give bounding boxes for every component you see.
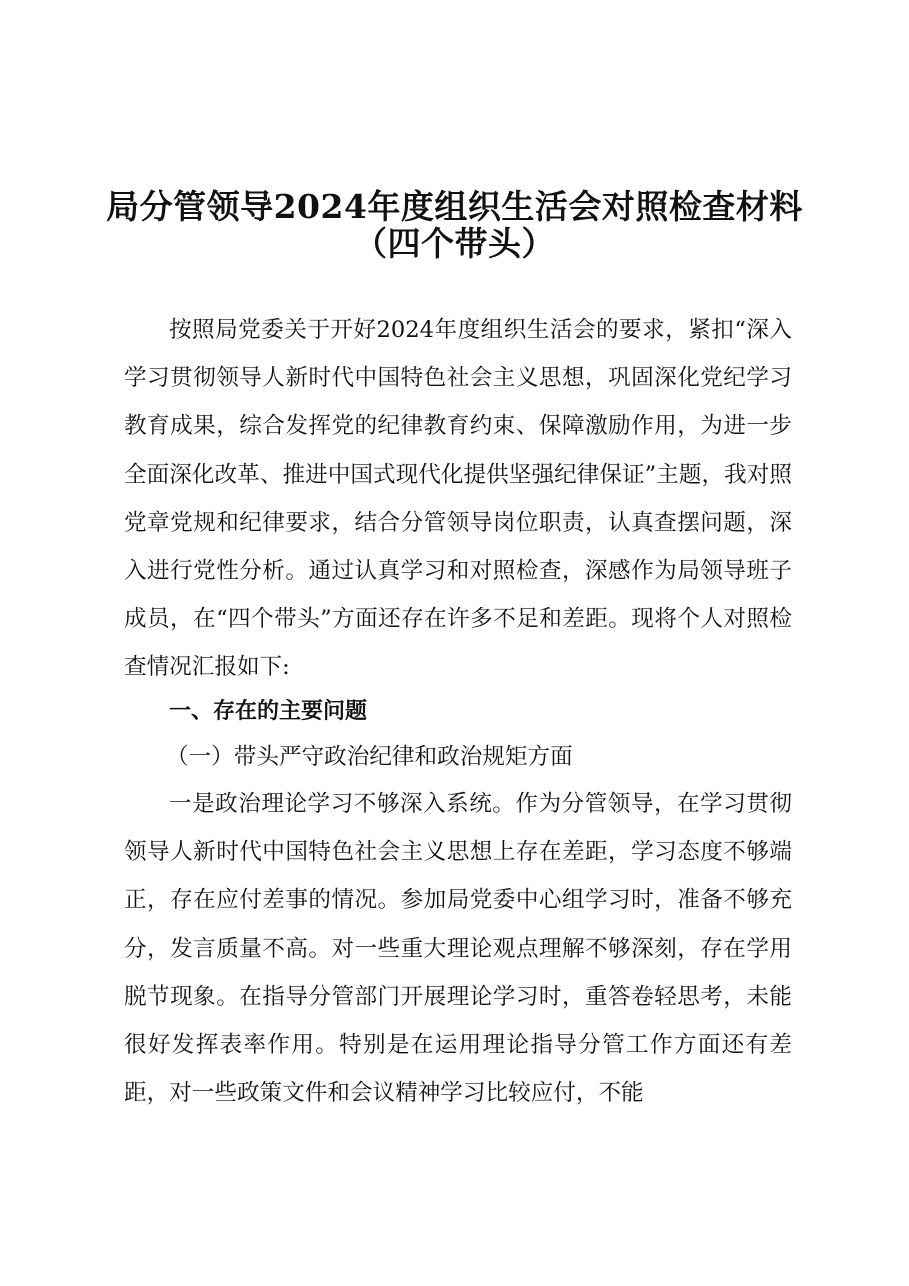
subsection-heading: （一）带头严守政治纪律和政治规矩方面 xyxy=(166,744,573,770)
body-paragraph: 一是政治理论学习不够深入系统。作为分管领导，在学习贯彻领导人新时代中国特色社会主义思想上存在差距，学习态度不够端正，存在应付差事的情况。参加局党委中心组学习时，准备不够充分，发言质量不高。对一些重大理论观点理解不够深刻，存在学用脱节现象。在指导分管部门开展理论学习时，重答卷轻思考，未能很好发挥表率作用。特别是在运用理论指导分管工作方面还有差距，对一些政策文件和会议精神学习比较应付，不能 xyxy=(124,791,792,1107)
section-heading: 一、存在的主要问题 xyxy=(169,699,368,724)
document-subtitle: （四个带头） xyxy=(354,224,555,263)
intro-paragraph: 按照局党委关于开好2024年度组织生活会的要求，紧扣“深入学习贯彻领导人新时代中国特色社会主义思想，巩固深化党纪学习教育成果，综合发挥党的纪律教育约束、保障激励作用，为进一步全面深化改革、推进中国式现代化提供坚强纪律保证”主题，我对照党章党规和纪律要求，结合分管领导岗位职责，认真查摆问题，深入进行党性分析。通过认真学习和对照检查，深感作为局领导班子成员，在“四个带头”方面还存在许多不足和差距。现将个人对照检查情况汇报如下: xyxy=(124,317,792,681)
document-title: 局分管领导2024年度组织生活会对照检查材料 xyxy=(106,187,803,226)
